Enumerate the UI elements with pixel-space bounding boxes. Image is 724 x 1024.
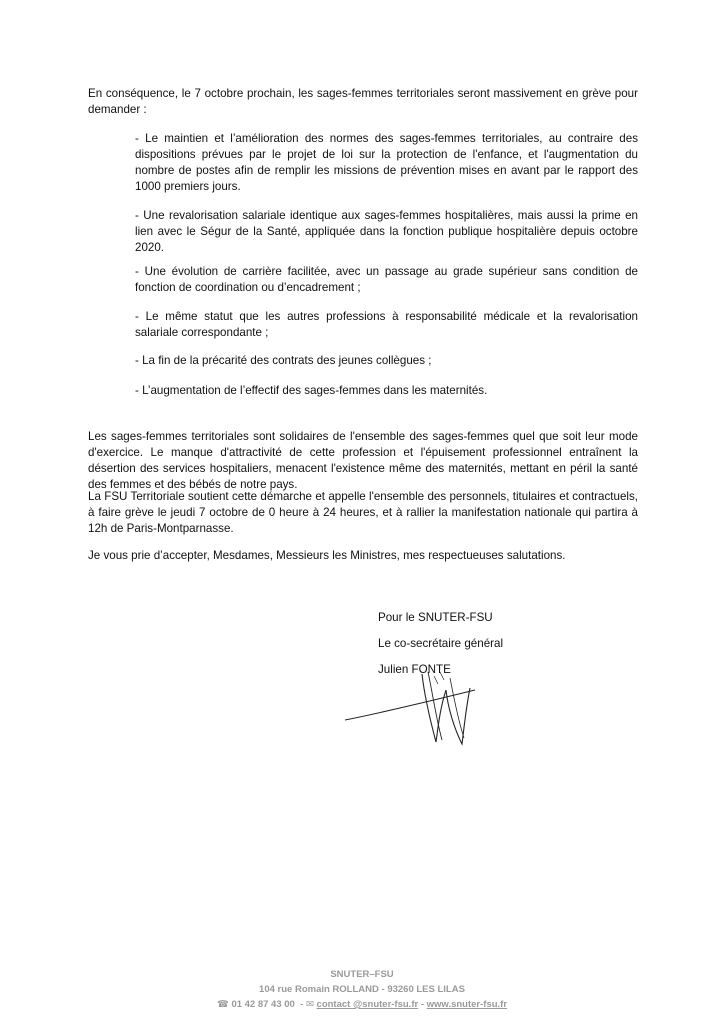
- mail-icon: ✉: [305, 999, 314, 1010]
- demand-item: - La fin de la précarité des contrats des jeunes collègues ;: [135, 354, 432, 367]
- signature-org-line: Pour le SNUTER-FSU: [378, 611, 493, 624]
- footer-organization: SNUTER–FSU: [330, 969, 394, 980]
- footer-contact-line: [0, 999, 724, 1010]
- signature-role-line: Le co-secrétaire général: [378, 637, 504, 650]
- demand-item: - Le même statut que les autres professions à responsabilité médicale et la revalorisation salariale correspondante ;: [135, 310, 638, 339]
- footer-address: 104 rue Romain ROLLAND - 93260 LES LILAS: [259, 984, 465, 995]
- support-paragraph: La FSU Territoriale soutient cette démarche et appelle l'ensemble des personnels, titulaires et contractuels, à faire grève le jeudi 7 octobre de 0 heure à 24 heures, et à rallier la manifestation nationale qui partira à 12h de Paris-Montparnasse.: [88, 490, 638, 535]
- closing-paragraph: Je vous prie d’accepter, Mesdames, Messieurs les Ministres, mes respectueuses salutations.: [88, 549, 566, 562]
- intro-paragraph: En conséquence, le 7 octobre prochain, les sages-femmes territoriales seront massivement en grève pour demander :: [88, 87, 638, 116]
- phone-icon: ☎: [216, 999, 229, 1010]
- demand-item: - Le maintien et l’amélioration des normes des sages-femmes territoriales, au contraire des dispositions prévues par le projet de loi sur la protection de l'enfance, et l'augmentation du nombre de postes afin de remplir les missions de prévention mises en avant par le rapport des 1000 premiers jours.: [135, 132, 638, 193]
- footer-phone: 01 42 87 43 00: [231, 999, 295, 1010]
- footer-separator: -: [420, 999, 424, 1010]
- demand-item: - Une revalorisation salariale identique aux sages-femmes hospitalières, mais aussi la prime en lien avec le Ségur de la Santé, appliquée dans la fonction publique hospitalière depuis octobre 2020.: [135, 209, 638, 254]
- demand-item: - L’augmentation de l’effectif des sages-femmes dans les maternités.: [135, 384, 488, 397]
- handwritten-signature: [340, 668, 480, 746]
- demand-item: - Une évolution de carrière facilitée, avec un passage au grade supérieur sans condition de fonction de coordination ou d’encadrement ;: [135, 265, 638, 294]
- footer-email-link[interactable]: contact @snuter-fsu.fr: [316, 999, 419, 1010]
- footer-separator: -: [300, 999, 304, 1010]
- signatory-name: Julien FONTE: [378, 663, 451, 676]
- footer-website-link[interactable]: www.snuter-fsu.fr: [426, 999, 508, 1010]
- solidarity-paragraph: Les sages-femmes territoriales sont solidaires de l'ensemble des sages-femmes quel que soit leur mode d'exercice. Le manque d'attractivité de cette profession et l'épuisement professionnel entraînent la désertion des services hospitaliers, menacent l'existence même des maternités, mettant en péril la santé des femmes et des bébés de notre pays.: [88, 430, 638, 491]
